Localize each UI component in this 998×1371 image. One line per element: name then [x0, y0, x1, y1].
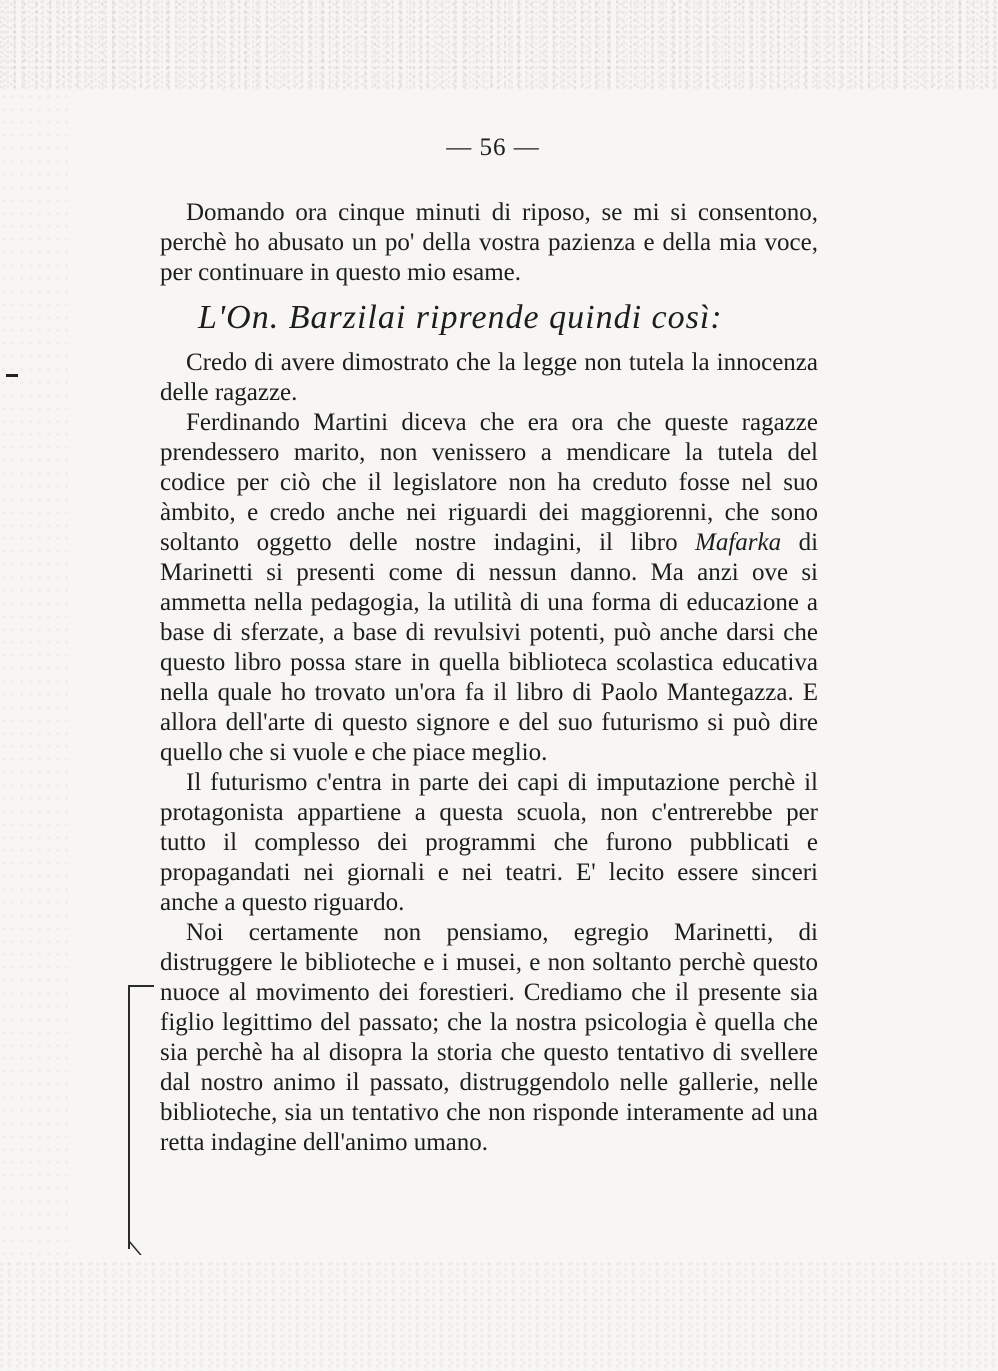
body-text: [160, 198, 818, 1158]
book-title-mafarka: Mafarka: [695, 529, 782, 556]
section-heading: L'On. Barzilai riprende quindi così:: [198, 299, 723, 336]
paragraph-2-part-a: Ferdinando Martini diceva che era ora che queste ragazze prendessero marito, non venissero a mendicare la tutela del codice per ciò che il legislatore non ha creduto fosse nel suo àmbito, e credo anche nei riguardi dei maggiorenni, che sono soltanto oggetto delle nostre indagini, il libro: [160, 409, 818, 556]
margin-bracket: [128, 985, 154, 1249]
paragraph-intro: Domando ora cinque minuti di riposo, se mi si consentono, perchè ho abusato un po' della vostra pazienza e della mia voce, per continuare in questo mio esame.: [160, 199, 818, 286]
paragraph-1: Credo di avere dimostrato che la legge non tutela la innocenza delle ragazze.: [160, 349, 818, 406]
scan-noise-left: [0, 90, 70, 1260]
scan-noise-top: [0, 0, 998, 90]
paragraph-4: Noi certamente non pensiamo, egregio Marinetti, di distruggere le biblioteche e i musei, e non soltanto perchè questo nuoce al movimento dei forestieri. Crediamo che il presente sia figlio legittimo del passato; che la nostra psicologia è quella che sia perchè ha al disopra la storia che questo tentativo di svellere dal nostro animo il passato, distruggendolo nelle gallerie, nelle biblioteche, sia un tentativo che non risponde interamente ad una retta indagine dell'animo umano.: [160, 919, 818, 1156]
paragraph-2-part-b: di Marinetti si presenti come di nessun danno. Ma anzi ove si ammetta nella pedagogia, la utilità di una forma di educazione a base di sferzate, a base di revulsivi potenti, può anche darsi che questo libro possa stare in quella biblioteca scolastica educativa nella quale ho trovato un'ora fa il libro di Paolo Mantegazza. E allora dell'arte di questo signore e del suo futurismo si può dire quello che si vuole e che piace meglio.: [160, 529, 819, 766]
paragraph-3: Il futurismo c'entra in parte dei capi di imputazione perchè il protagonista appartiene a questa scuola, non c'entrerebbe per tutto il complesso dei programmi che furono pubblicati e propagandati nei giornali e nei teatri. E' lecito essere sinceri anche a questo riguardo.: [160, 769, 818, 916]
margin-mark: [6, 374, 18, 377]
scan-noise-bottom: [0, 1261, 998, 1371]
page-number-text: — 56 —: [446, 134, 540, 161]
page-number: [0, 134, 998, 162]
paragraph-2: [160, 408, 818, 768]
